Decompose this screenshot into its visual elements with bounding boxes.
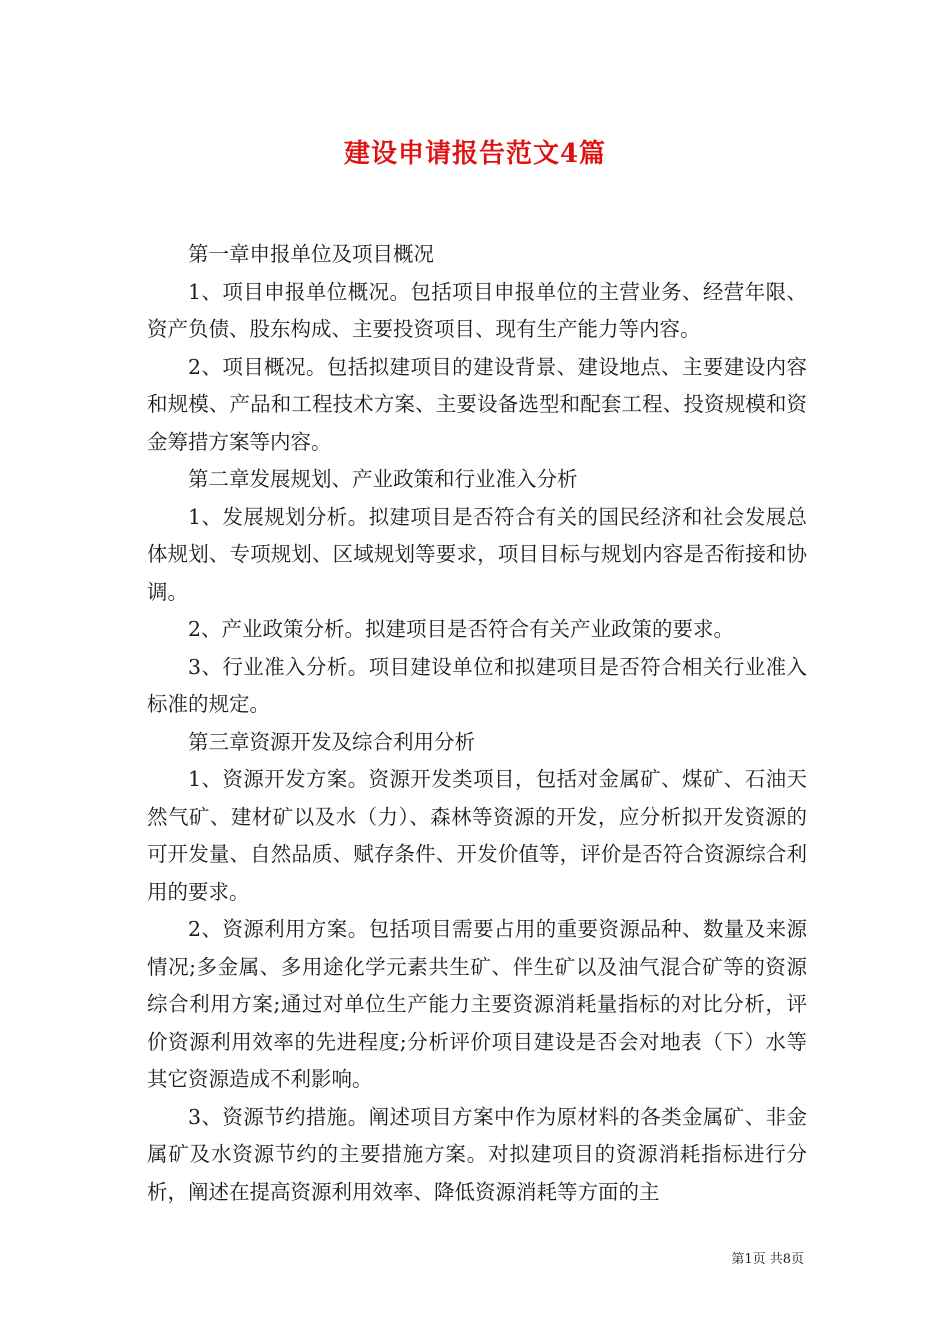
- chapter-heading-1: 第一章申报单位及项目概况: [188, 242, 434, 266]
- chapter-heading-3: 第三章资源开发及综合利用分析: [188, 729, 475, 754]
- document-body: [147, 236, 807, 1211]
- paragraph: 3、资源节约措施。阐述项目方案中作为原材料的各类金属矿、非金属矿及水资源节约的主要措施方案。对拟建项目的资源消耗指标进行分析，阐述在提高资源利用效率、降低资源消耗等方面的主: [147, 1104, 807, 1204]
- chapter-heading-2: 第二章发展规划、产业政策和行业准入分析: [188, 467, 578, 491]
- paragraph: 1、资源开发方案。资源开发类项目，包括对金属矿、煤矿、石油天然气矿、建材矿以及水（力）、森林等资源的开发，应分析拟开发资源的可开发量、自然品质、赋存条件、开发价值等，评价是否符合资源综合利用的要求。: [147, 767, 807, 904]
- paragraph: 2、产业政策分析。拟建项目是否符合有关产业政策的要求。: [188, 617, 735, 641]
- paragraph: 3、行业准入分析。项目建设单位和拟建项目是否符合相关行业准入标准的规定。: [147, 654, 807, 716]
- paragraph: 1、发展规划分析。拟建项目是否符合有关的国民经济和社会发展总体规划、专项规划、区域规划等要求，项目目标与规划内容是否衔接和协调。: [147, 504, 807, 604]
- document-title: 建设申请报告范文4篇: [343, 139, 607, 169]
- paragraph: 2、项目概况。包括拟建项目的建设背景、建设地点、主要建设内容和规模、产品和工程技术方案、主要设备选型和配套工程、投资规模和资金筹措方案等内容。: [147, 354, 807, 454]
- page-number-footer: 第1页 共8页: [731, 1252, 804, 1267]
- paragraph: 2、资源利用方案。包括项目需要占用的重要资源品种、数量及来源情况;多金属、多用途化学元素共生矿、伴生矿以及油气混合矿等的资源综合利用方案;通过对单位生产能力主要资源消耗量指标的对比分析，评价资源利用效率的先进程度;分析评价项目建设是否会对地表（下）水等其它资源造成不利影响。: [147, 917, 807, 1091]
- paragraph: 1、项目申报单位概况。包括项目申报单位的主营业务、经营年限、资产负债、股东构成、主要投资项目、现有生产能力等内容。: [147, 279, 807, 341]
